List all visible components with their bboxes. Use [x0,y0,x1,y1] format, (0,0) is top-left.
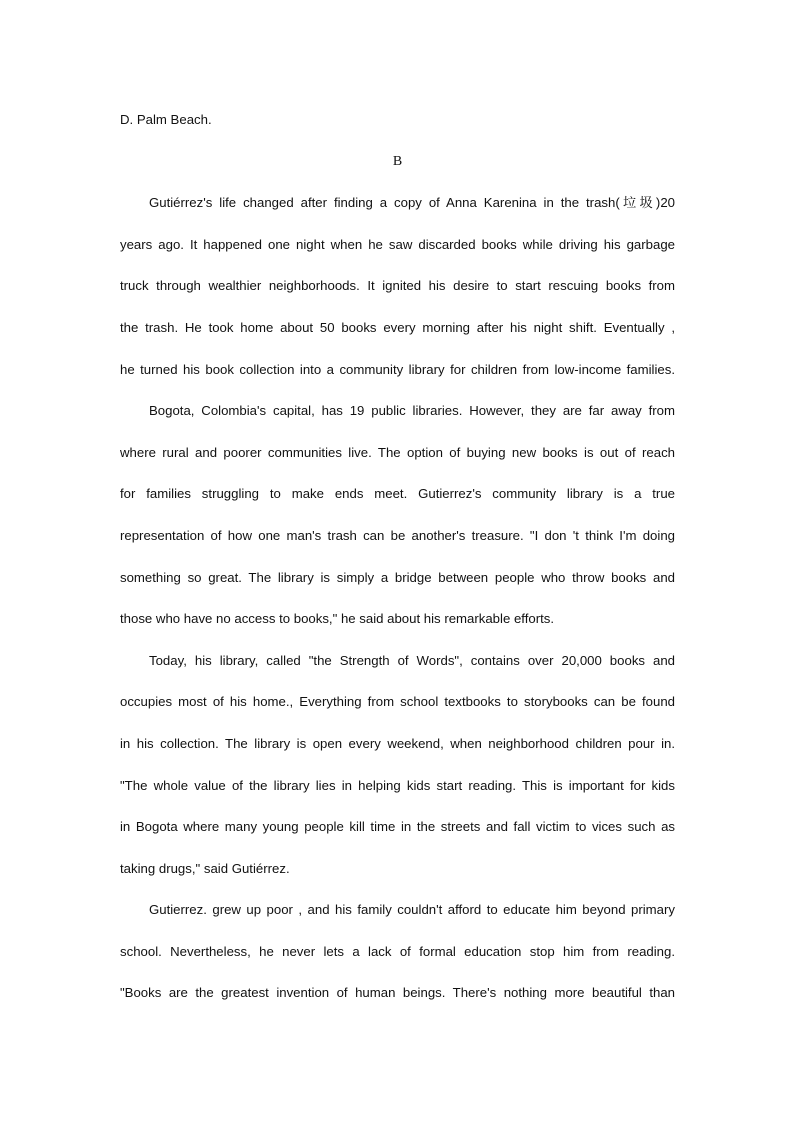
document-body [120,99,675,1014]
paragraph-line: Bogota, Colombia's capital, has 19 public libraries. However, they are far away from [149,403,675,419]
paragraph-line: school. Nevertheless, he never lets a lack of formal education stop him from reading. [120,943,675,959]
answer-option-d: D. Palm Beach. [120,112,212,127]
paragraph-line: for families struggling to make ends meet. Gutierrez's community library is a true [120,486,675,502]
paragraph-line: Gutierrez. grew up poor , and his family couldn't afford to educate him beyond primary [149,902,675,918]
paragraph-line: Gutiérrez's life changed after finding a copy of Anna Karenina in the trash(垃圾)20 [149,195,675,211]
paragraph-3 [120,640,675,890]
paragraph-line: something so great. The library is simply a bridge between people who throw books and [120,569,675,585]
paragraph-line: truck through wealthier neighborhoods. It ignited his desire to start rescuing books from [120,278,675,294]
paragraph-line: representation of how one man's trash can be another's treasure. "I don 't think I'm doing [120,527,675,543]
paragraph-line: the trash. He took home about 50 books every morning after his night shift. Eventually , [120,319,675,335]
paragraph-line: in his collection. The library is open every weekend, when neighborhood children pour in. [120,735,675,751]
paragraph-line: taking drugs," said Gutiérrez. [120,860,290,876]
paragraph-2 [120,390,675,640]
paragraph-line: he turned his book collection into a community library for children from low-income families. [120,361,675,377]
paragraph-line: those who have no access to books," he said about his remarkable efforts. [120,611,555,627]
paragraph-line: years ago. It happened one night when he saw discarded books while driving his garbage [120,236,675,252]
paragraph-line: Today, his library, called "the Strength of Words", contains over 20,000 books and [149,652,675,668]
paragraph-line: "The whole value of the library lies in helping kids start reading. This is important for kids [120,777,675,793]
paragraph-line: "Books are the greatest invention of human beings. There's nothing more beautiful than [120,985,675,1001]
paragraph-1 [120,182,675,390]
paragraph-4 [120,889,675,1014]
paragraph-line: occupies most of his home., Everything from school textbooks to storybooks can be found [120,694,675,710]
paragraph-line: where rural and poorer communities live. The option of buying new books is out of reach [120,444,675,460]
section-heading: B [392,153,403,169]
paragraph-line: in Bogota where many young people kill time in the streets and fall victim to vices such as [120,819,675,835]
